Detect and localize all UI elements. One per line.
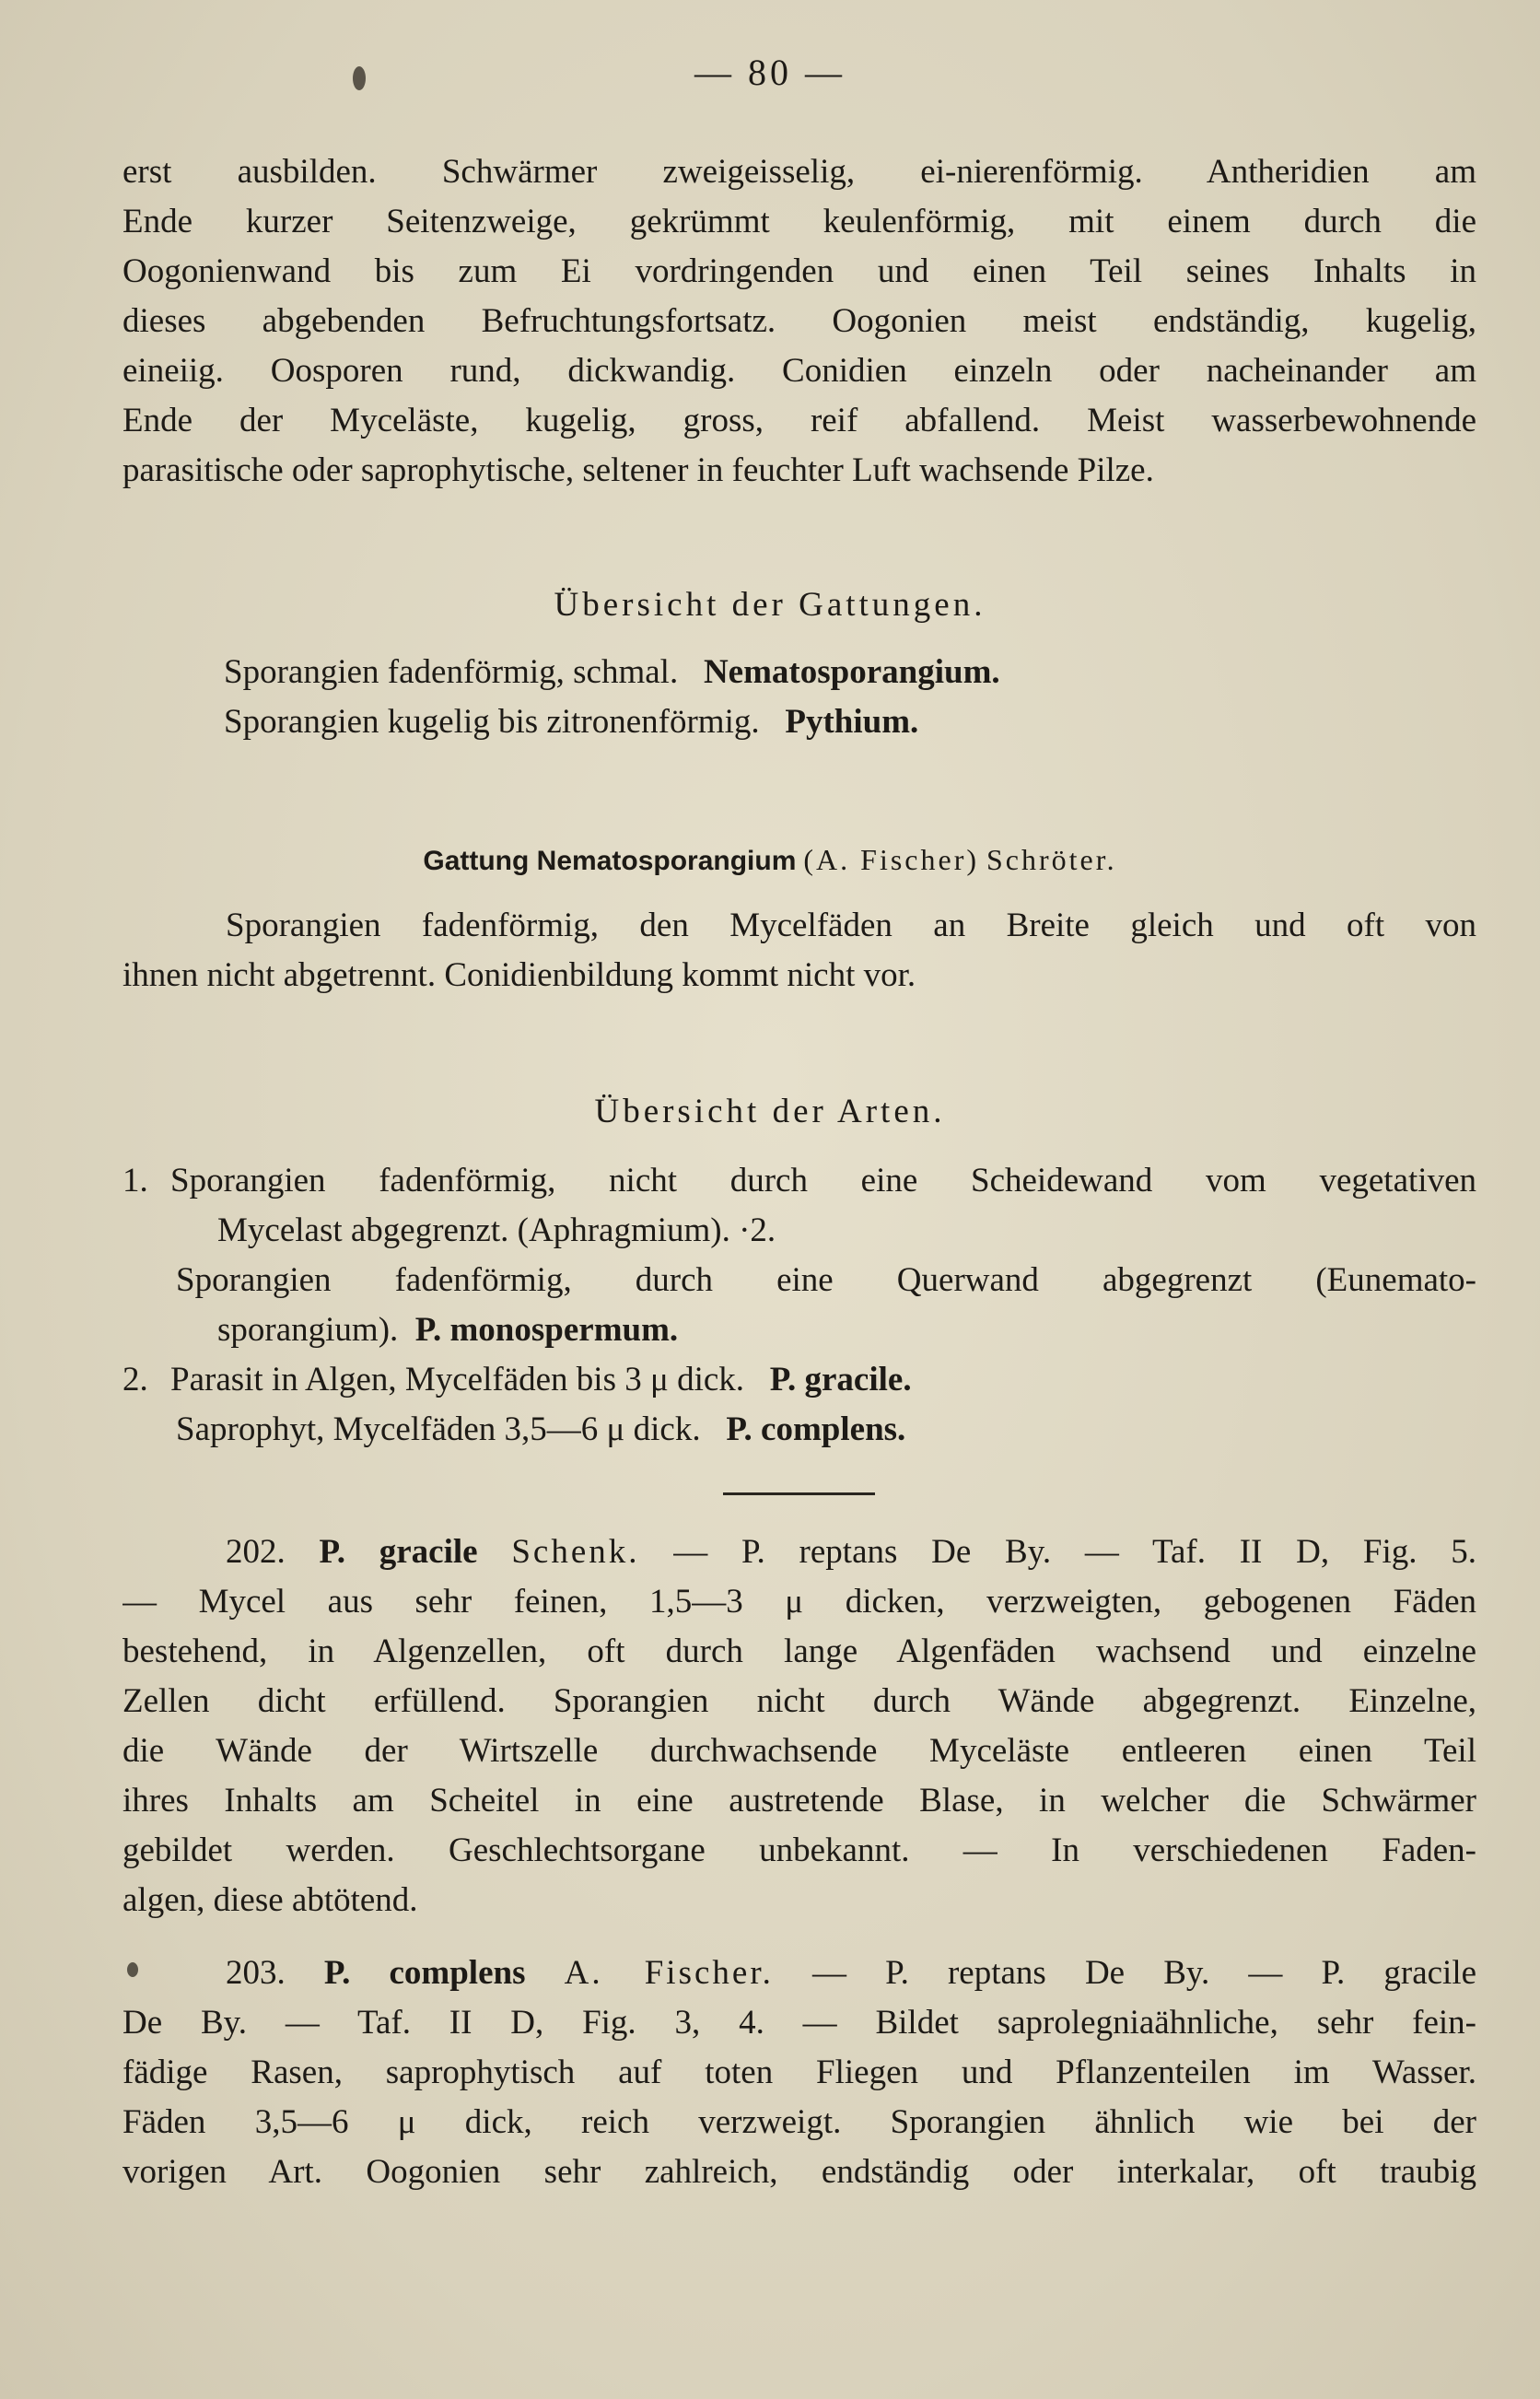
key-number: 1. [122,1162,148,1200]
key-line [122,1156,1476,1206]
synonym-text: — P. reptans De By. — Taf. II D, Fig. 5. [673,1533,1476,1571]
key-text: Parasit in Algen, Mycelfäden bis 3 μ dick. [170,1361,745,1398]
text-line: Oogonienwand bis zum Ei vordringenden und einen Teil seines Inhalts in [122,252,1476,290]
text-line: Zellen dicht erfüllend. Sporangien nicht durch Wände abgegrenzt. Einzelne, [122,1682,1476,1720]
taxon-name: P. gracile. [769,1361,912,1398]
text-line: bestehend, in Algenzellen, oft durch lange Algenfäden wachsend und einzelne [122,1632,1476,1670]
key-line [122,1405,1476,1455]
text-line: gebildet werden. Geschlechtsorgane unbekannt. — In verschiedenen Faden- [122,1831,1476,1869]
text-line: ihnen nicht abgetrennt. Conidienbildung kommt nicht vor. [122,956,916,994]
text-line: Fäden 3,5—6 μ dick, reich verzweigt. Sporangien ähnlich wie bei der [122,2103,1476,2141]
genera-key-entry [224,702,918,742]
species-203-entry [122,1948,1476,2197]
key-line: Sporangien fadenförmig, durch eine Querwand abgegrenzt (Eunemato- [176,1261,1476,1299]
genera-heading: Übersicht der Gattungen. [554,586,986,624]
species-key [122,1156,1476,1455]
species-name: P. gracile [319,1533,478,1571]
key-text: Sporangien kugelig bis zitronenförmig. [224,703,760,741]
key-number: 2. [122,1361,148,1398]
text-line: Ende kurzer Seitenzweige, gekrümmt keulenförmig, mit einem durch die [122,203,1476,240]
entry-first-line [122,1527,1476,1577]
genus-description [122,901,1476,1001]
genus-title-bold: Gattung Nematosporangium [423,846,797,876]
genus-authority: Schröter. [986,843,1117,876]
text-line: fädige Rasen, saprophytisch auf toten Fliegen und Pflanzenteilen im Wasser. [122,2054,1476,2091]
taxon-name: Nematosporangium. [703,653,1000,691]
species-author: A. Fischer. [564,1954,774,1992]
key-line [122,1355,1476,1405]
text-line: Sporangien fadenförmig, den Mycelfäden an Breite gleich und oft von [226,907,1476,944]
intro-paragraph [122,147,1476,496]
text-line: — Mycel aus sehr feinen, 1,5—3 μ dicken, verzweigten, gebogenen Fäden [122,1583,1476,1621]
text-line: parasitische oder saprophytische, seltener in feuchter Luft wachsende Pilze. [122,451,1154,489]
text-line: eineiig. Oosporen rund, dickwandig. Conidien einzeln oder nacheinander am [122,352,1476,390]
species-author: Schenk. [511,1533,640,1571]
key-text: Sporangien fadenförmig, schmal. [224,653,679,691]
species-number: 203. [226,1954,286,1992]
key-text: Saprophyt, Mycelfäden 3,5—6 μ dick. [176,1410,701,1448]
text-line: Ende der Myceläste, kugelig, gross, reif abfallend. Meist wasserbewohnende [122,402,1476,439]
text-line: vorigen Art. Oogonien sehr zahlreich, endständig oder interkalar, oft traubig [122,2153,1476,2191]
page-number: — 80 — [694,52,846,93]
species-202-entry [122,1527,1476,1925]
key-text: Sporangien fadenförmig, nicht durch eine Scheidewand vom vegetativen [170,1162,1476,1200]
species-number: 202. [226,1533,286,1571]
taxon-name: P. complens. [726,1410,906,1448]
genus-title [0,843,1540,877]
species-name: P. complens [323,1954,526,1992]
key-line: Mycelast abgegrenzt. (Aphragmium). ·2. [217,1211,776,1249]
entry-first-line [122,1948,1476,1998]
text-line: dieses abgebenden Befruchtungsfortsatz. Oogonien meist endständig, kugelig, [122,302,1476,340]
taxon-name: P. monospermum. [414,1311,679,1349]
genera-key-entry [224,652,1000,692]
text-line: erst ausbilden. Schwärmer zweigeisselig, ei-nierenförmig. Antheridien am [122,153,1476,191]
genus-authority-paren: (A. Fischer) [803,843,979,876]
key-line [122,1305,1476,1355]
text-line: algen, diese abtötend. [122,1881,418,1919]
section-divider [723,1492,875,1495]
text-line: die Wände der Wirtszelle durchwachsende Myceläste entleeren einen Teil [122,1732,1476,1770]
text-line: ihres Inhalts am Scheitel in eine austretende Blase, in welcher die Schwärmer [122,1782,1476,1820]
text-line: De By. — Taf. II D, Fig. 3, 4. — Bildet saprolegniaähnliche, sehr fein- [122,2004,1476,2042]
taxon-name: Pythium. [785,703,919,741]
synonym-text: — P. reptans De By. — P. gracile [812,1954,1476,1992]
species-heading: Übersicht der Arten. [594,1093,946,1130]
key-text: sporangium). [217,1311,399,1349]
